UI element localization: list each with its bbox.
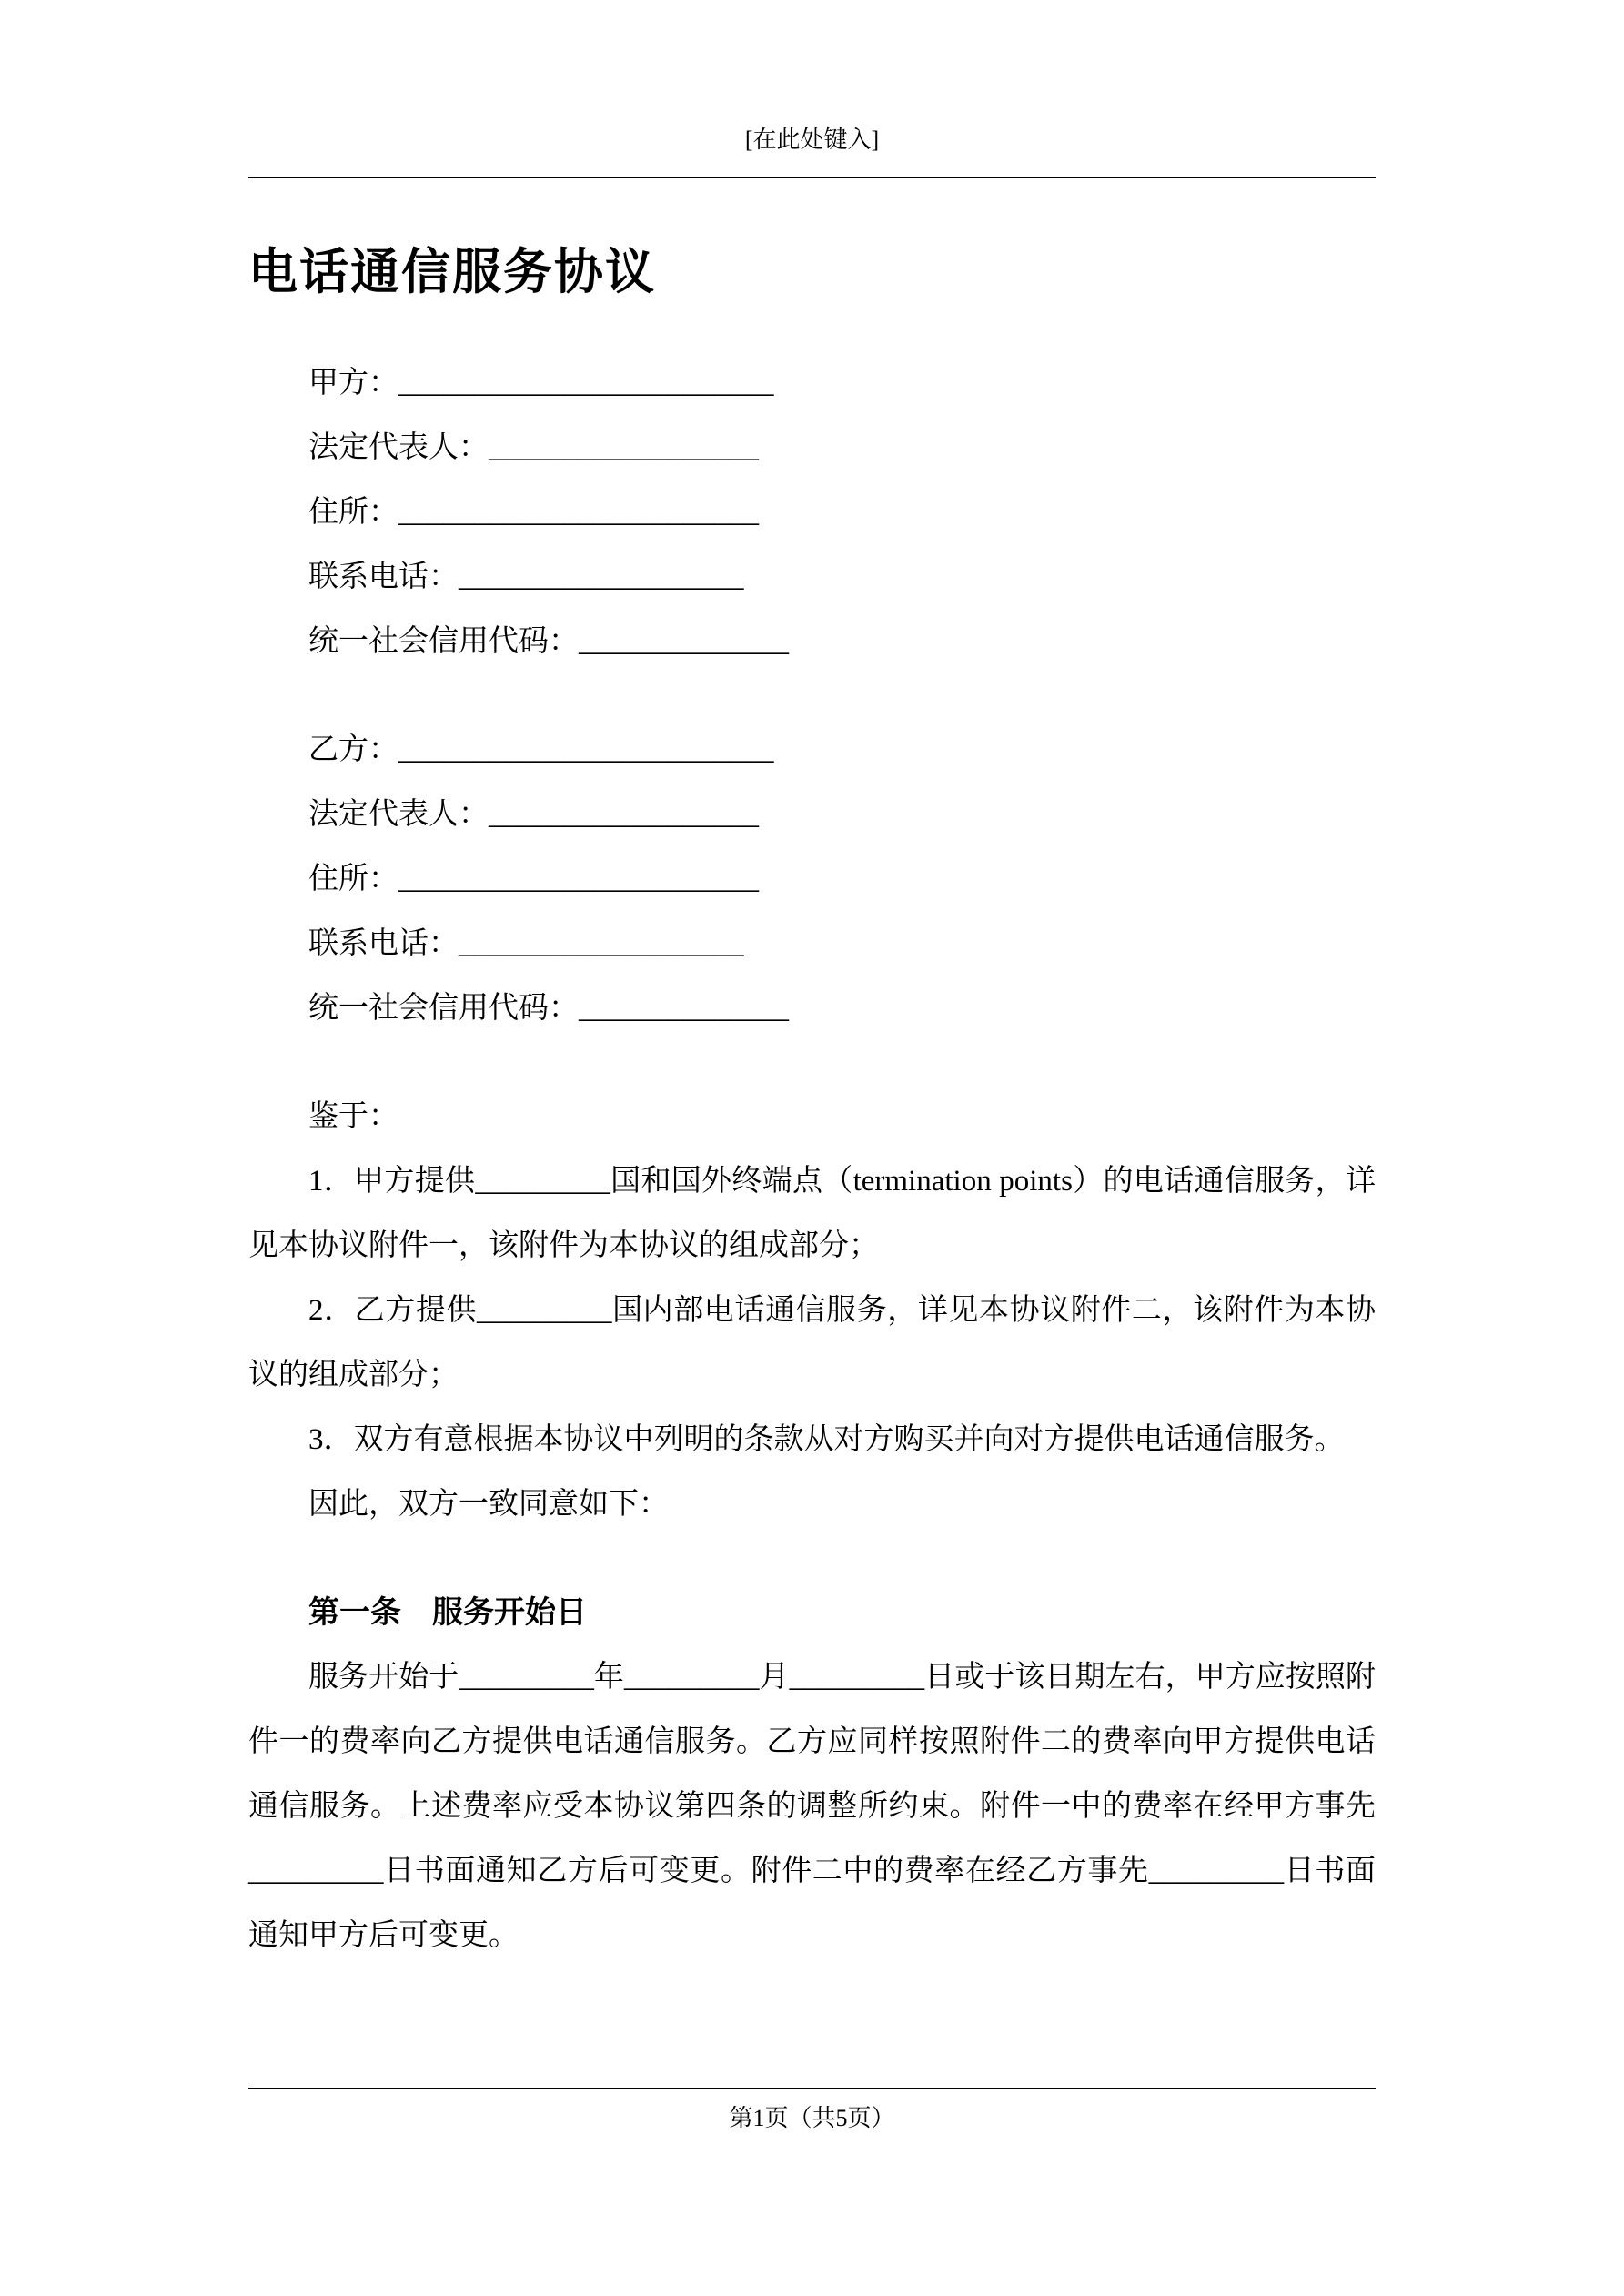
party-a-section bbox=[248, 351, 1376, 674]
field-line-party-b-credit-code bbox=[248, 976, 1376, 1041]
header-type-here-placeholder: [在此处键入] bbox=[744, 126, 880, 153]
field-label: 统一社会信用代码： bbox=[308, 992, 579, 1025]
article-1-body: 服务开始于_________年_________月_________日或于该日期左右，甲方应按照附件一的费率向乙方提供电话通信服务。乙方应同样按照附件二的费率向甲方提供电话通信服务。上述费率应受本协议第四条的调整所约束。附件一中的费率在经甲方事先_________日书面通知乙方后可变更。附件二中的费率在经乙方事先_________日书面通知甲方后可变更。 bbox=[248, 1661, 1376, 1952]
field-blank: ________________________ bbox=[398, 496, 759, 529]
recital-item-2: 2．乙方提供_________国内部电话通信服务，详见本协议附件二，该附件为本协议的组成部分； bbox=[248, 1294, 1376, 1391]
field-blank: ___________________ bbox=[459, 561, 744, 593]
field-blank: __________________ bbox=[489, 431, 759, 464]
field-line-party-b-legal-rep bbox=[248, 783, 1376, 847]
field-line-party-a-name bbox=[248, 351, 1376, 416]
recital-item-3: 3．双方有意根据本协议中列明的条款从对方购买并向对方提供电话通信服务。 bbox=[308, 1423, 1345, 1456]
field-line-party-b-phone bbox=[248, 912, 1376, 976]
field-blank: ______________ bbox=[579, 625, 789, 658]
field-label: 法定代表人： bbox=[308, 798, 489, 831]
recitals-section bbox=[248, 1085, 1376, 1537]
recitals-closing: 因此，双方一致同意如下： bbox=[308, 1488, 669, 1521]
field-line-party-a-address bbox=[248, 480, 1376, 545]
field-line-party-b-name bbox=[248, 718, 1376, 783]
recital-item-1: 1．甲方提供_________国和国外终端点（termination points）的电话通信服务，详见本协议附件一，该附件为本协议的组成部分； bbox=[248, 1165, 1376, 1262]
field-blank: __________________ bbox=[489, 798, 759, 831]
page-footer bbox=[248, 2088, 1376, 2133]
field-label: 联系电话： bbox=[308, 561, 459, 593]
field-blank: _________________________ bbox=[398, 367, 774, 400]
field-line-party-b-address bbox=[248, 847, 1376, 912]
field-label: 统一社会信用代码： bbox=[308, 625, 579, 658]
field-line-party-a-phone bbox=[248, 545, 1376, 610]
party-b-section bbox=[248, 718, 1376, 1041]
field-blank: ___________________ bbox=[459, 927, 744, 960]
field-blank: ______________ bbox=[579, 992, 789, 1025]
field-label: 甲方： bbox=[308, 367, 398, 400]
field-line-party-a-credit-code bbox=[248, 610, 1376, 674]
article-1-heading: 第一条 服务开始日 bbox=[308, 1596, 587, 1630]
field-label: 法定代表人： bbox=[308, 431, 489, 464]
page-number: 第1页（共5页） bbox=[729, 2105, 895, 2131]
field-label: 乙方： bbox=[308, 733, 398, 766]
field-blank: ________________________ bbox=[398, 863, 759, 895]
field-label: 住所： bbox=[308, 863, 398, 895]
field-label: 住所： bbox=[308, 496, 398, 529]
field-blank: _________________________ bbox=[398, 733, 774, 766]
document-title: 电话通信服务协议 bbox=[248, 245, 656, 299]
recitals-lead: 鉴于： bbox=[308, 1100, 398, 1133]
page-header bbox=[248, 126, 1376, 178]
field-label: 联系电话： bbox=[308, 927, 459, 960]
field-line-party-a-legal-rep bbox=[248, 416, 1376, 480]
